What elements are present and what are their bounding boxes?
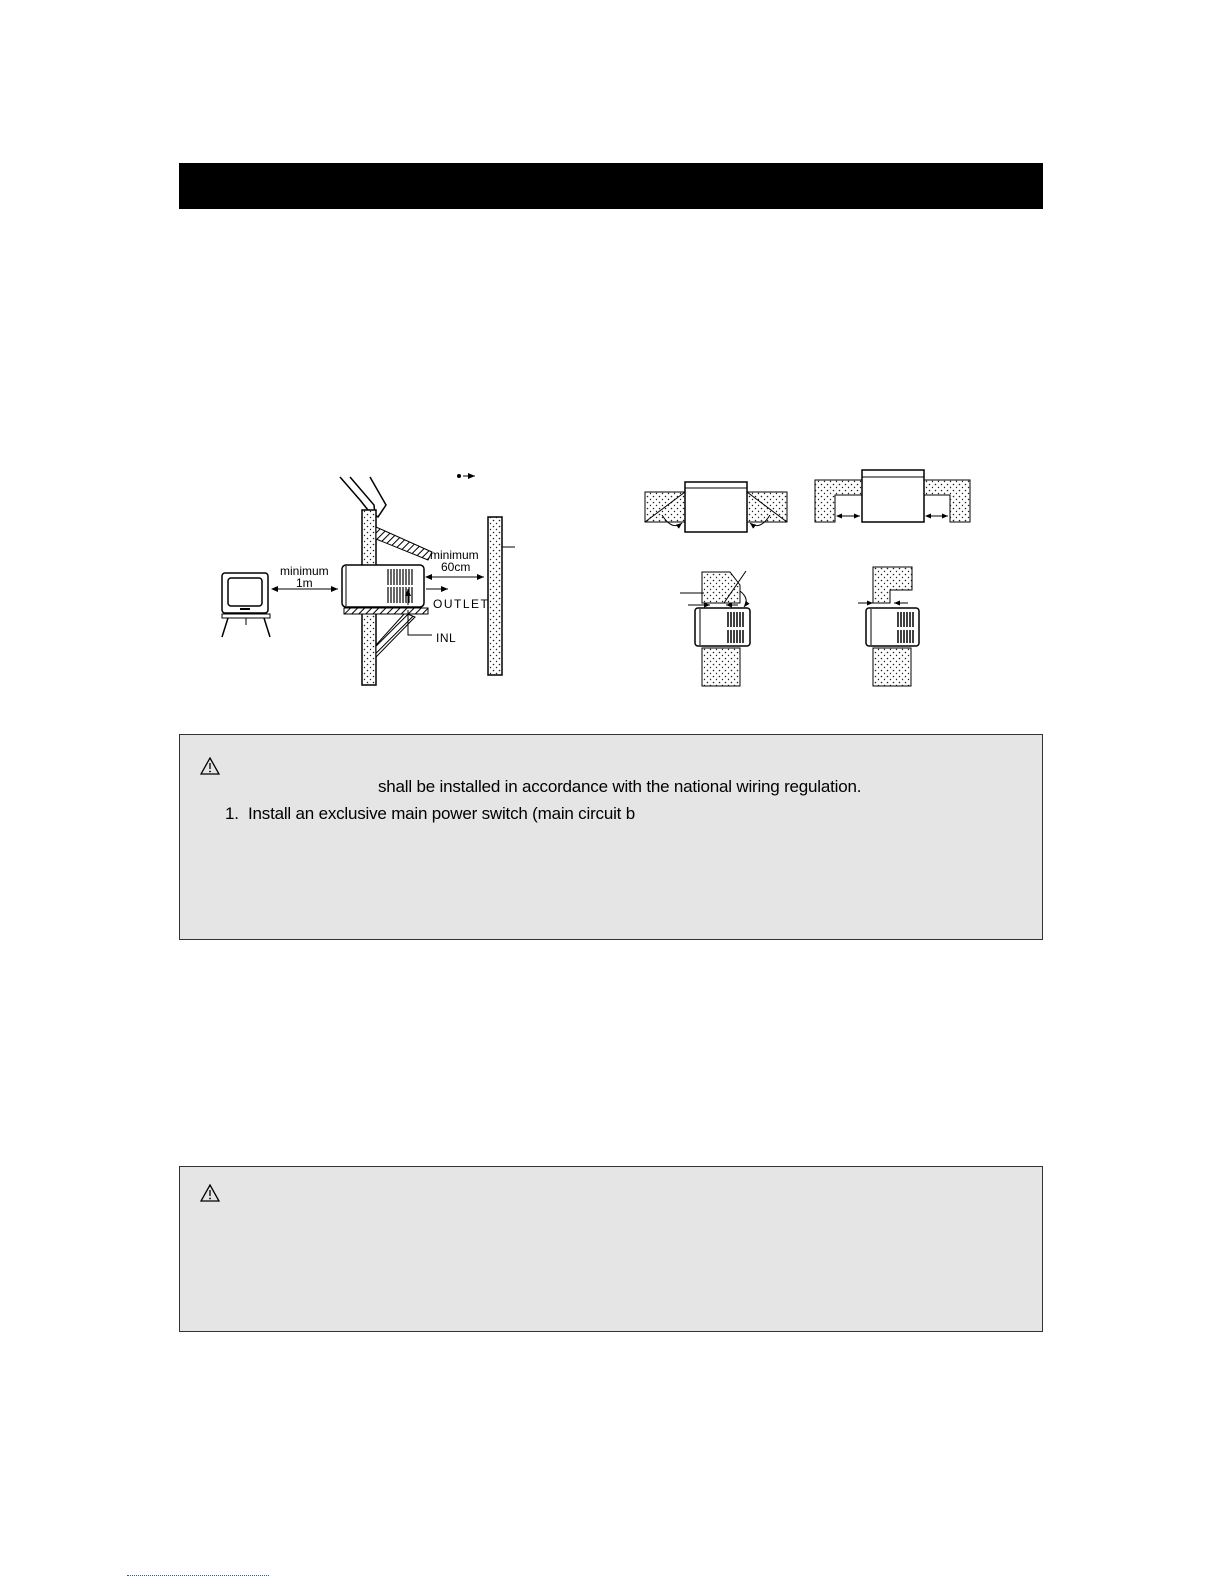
top-view-clearance-install: [815, 470, 970, 522]
warning-box-secondary: [179, 1166, 1043, 1332]
installation-clearance-figure: [210, 465, 540, 690]
warning-line-1: shall be installed in accordance with the national wiring regulation.: [378, 777, 862, 796]
mounting-shelf: [344, 608, 428, 614]
tv-min-label: minimum: [280, 564, 329, 578]
section-header-bar: [179, 163, 1043, 209]
tv-min-value: 1m: [296, 576, 313, 590]
upper-brace: [376, 527, 432, 560]
wall-min-label: minimum: [430, 548, 479, 562]
warning-triangle-icon: [200, 757, 220, 775]
side-view-straight-install: [858, 567, 919, 686]
air-conditioner-unit: [342, 565, 424, 607]
top-view-angled-install: [645, 482, 787, 532]
warning-item-1-number: 1.: [225, 804, 239, 823]
page-footer-rule: [127, 1575, 269, 1576]
outlet-label: OUTLET: [433, 597, 490, 611]
wall-min-value: 60cm: [441, 560, 471, 574]
inlet-label: INL: [436, 631, 457, 645]
side-view-angled-install: [680, 571, 750, 686]
warning-box-electrical: [179, 734, 1043, 940]
mounting-options-figure: [640, 465, 990, 690]
television-set: [222, 573, 270, 637]
opposite-wall: [488, 517, 502, 675]
warning-triangle-icon: [200, 1184, 220, 1202]
warning-item-1-text: Install an exclusive main power switch (main circuit b: [248, 804, 635, 823]
